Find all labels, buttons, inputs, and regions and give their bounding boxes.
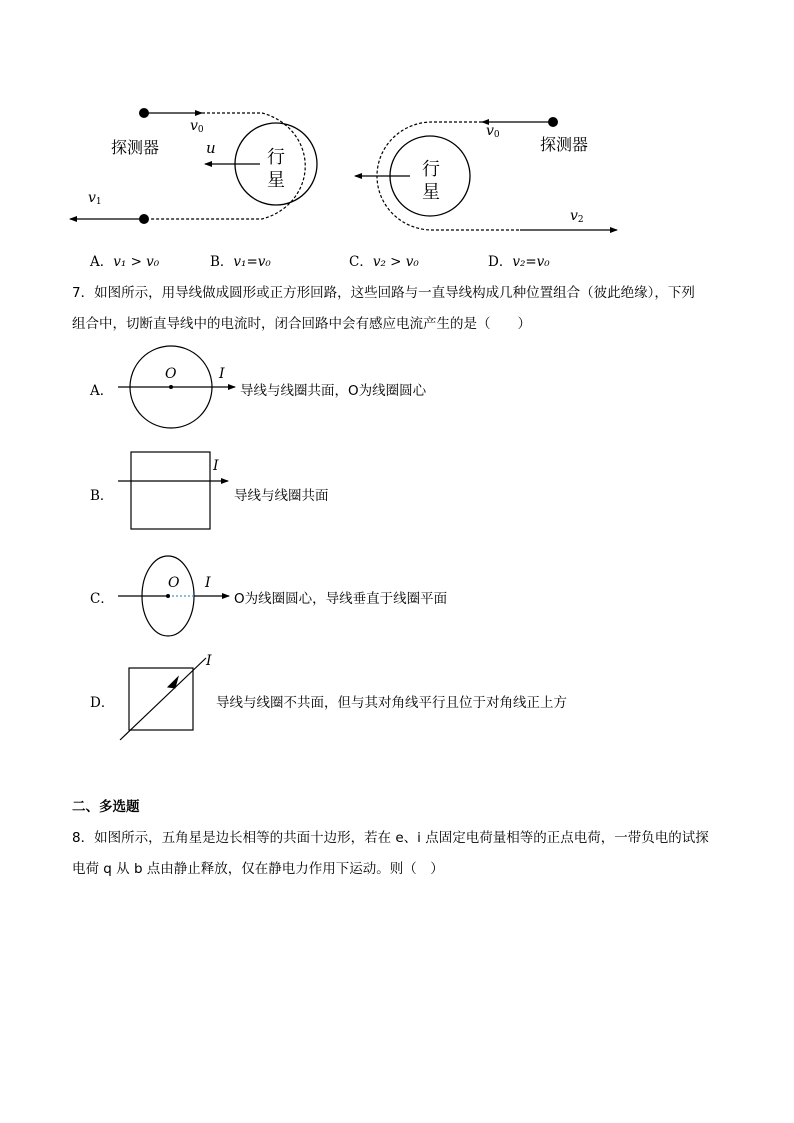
q7-d-current-label: I: [206, 653, 212, 669]
q7-stem-line1: 7．如图所示，用导线做成圆形或正方形回路，这些回路与一直导线构成几种位置组合（彼此绝缘），下列: [72, 285, 695, 301]
q7-c-current-label: I: [205, 575, 211, 591]
v0-label-left: $v_0$: [190, 118, 204, 135]
probe-label-right: 探测器: [540, 135, 589, 154]
v1-label: $v_1$: [88, 190, 102, 207]
q7-option-b-letter[interactable]: B．: [90, 488, 114, 504]
q7-option-c-letter[interactable]: C．: [90, 591, 114, 607]
q7-c-desc: O为线圈圆心，导线垂直于线圈平面: [234, 591, 448, 607]
q7-a-desc: 导线与线圈共面，O为线圈圆心: [240, 383, 427, 399]
section-heading: 二、多选题: [72, 799, 140, 815]
u-label: u: [206, 139, 216, 157]
planet-label-right-top: 行: [422, 159, 440, 180]
q8-stem-line2: 电荷 q 从 b 点由静止释放，仅在静电力作用下运动。则（ ）: [72, 861, 444, 877]
q7-d-desc: 导线与线圈不共面，但与其对角线平行且位于对角线正上方: [216, 695, 567, 711]
square-loop: [129, 668, 193, 730]
q7-option-d-letter[interactable]: D．: [90, 695, 115, 711]
q7-a-center-label: O: [165, 366, 177, 382]
q7-diagram-a: [118, 346, 235, 428]
q7-option-a-letter[interactable]: A．: [90, 383, 114, 399]
v2-label: $v_2$: [570, 208, 584, 225]
q7-stem-line2: 组合中，切断直导线中的电流时，闭合回路中会有感应电流产生的是（ ）: [72, 316, 531, 332]
q6-option-c[interactable]: C．v₂ > v₀: [349, 254, 419, 270]
q6-option-b[interactable]: B．v₁=v₀: [210, 254, 271, 270]
q7-b-current-label: I: [213, 458, 219, 474]
square-loop: [131, 452, 210, 529]
q7-c-center-label: O: [168, 575, 180, 591]
center-dot: [166, 594, 170, 598]
q7-diagram-b: [118, 452, 228, 529]
q6-diagram: [0, 0, 794, 250]
v0-label-right: $v_0$: [486, 123, 500, 140]
planet-label-left-top: 行: [267, 147, 285, 168]
planet-label-left-bottom: 星: [267, 170, 285, 191]
planet-label-right-bottom: 星: [422, 182, 440, 203]
q8-stem-line1: 8．如图所示，五角星是边长相等的共面十边形，若在 e、i 点固定电荷量相等的正点电荷，一带负电的试探: [72, 830, 709, 846]
q7-diagram-c: [118, 556, 229, 636]
probe-label-left: 探测器: [111, 138, 160, 157]
q7-diagram-d: [120, 658, 206, 740]
q7-a-current-label: I: [219, 366, 225, 382]
q7-b-desc: 导线与线圈共面: [234, 488, 329, 504]
center-dot: [169, 385, 173, 389]
q6-option-d[interactable]: D．v₂=v₀: [488, 254, 550, 270]
q6-option-a[interactable]: A．v₁ > v₀: [90, 254, 160, 270]
